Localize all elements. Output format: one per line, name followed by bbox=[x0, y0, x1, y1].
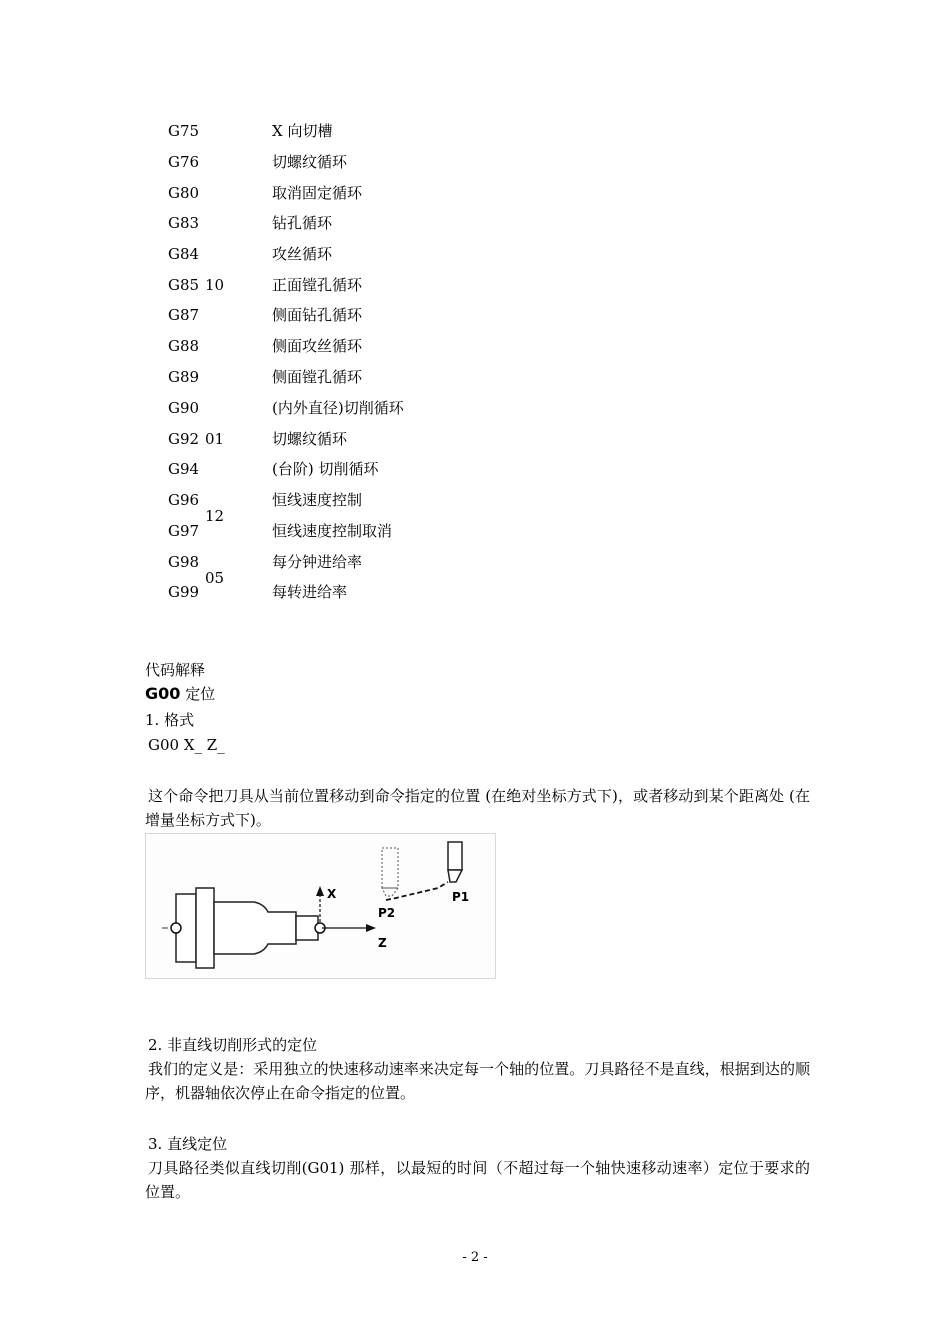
item-3-title: 3. 直线定位 bbox=[148, 1135, 228, 1153]
g-code: G94 bbox=[168, 460, 200, 478]
machine-origin-symbol bbox=[171, 923, 181, 933]
g-code: G97 bbox=[168, 522, 200, 540]
chuck-jaw bbox=[196, 888, 214, 968]
z-axis-label: Z bbox=[378, 936, 387, 950]
g-code-description: 钻孔循环 bbox=[272, 214, 333, 232]
g-code-description: 侧面钻孔循环 bbox=[272, 306, 363, 324]
g-code-description: 正面镗孔循环 bbox=[272, 276, 363, 294]
g-code-description: 切螺纹循环 bbox=[272, 153, 348, 171]
g00-description: 这个命令把刀具从当前位置移动到命令指定的位置 (在绝对坐标方式下)，或者移动到某个距离处 (在增量坐标方式下)。 bbox=[145, 787, 810, 829]
lathe-positioning-figure bbox=[145, 833, 496, 979]
g-code: G87 bbox=[168, 306, 200, 324]
group-number: 01 bbox=[205, 430, 225, 448]
section-title: 代码解释 bbox=[145, 661, 206, 679]
item-2-body: 我们的定义是：采用独立的快速移动速率来决定每一个轴的位置。刀具路径不是直线，根据到达的顺序，机器轴依次停止在命令指定的位置。 bbox=[145, 1060, 810, 1102]
g-code: G99 bbox=[168, 583, 200, 601]
g-code: G89 bbox=[168, 368, 200, 386]
g-code: G75 bbox=[168, 122, 200, 140]
tool-ghost bbox=[382, 848, 398, 888]
group-number: 10 bbox=[205, 276, 225, 294]
g-code-description: 取消固定循环 bbox=[272, 184, 363, 202]
tool-tip bbox=[448, 870, 462, 882]
g-code-description: 侧面镗孔循环 bbox=[272, 368, 363, 386]
tool-body bbox=[448, 842, 462, 870]
g-code-description: 侧面攻丝循环 bbox=[272, 337, 363, 355]
z-axis-arrowhead bbox=[366, 924, 376, 932]
item-2-title: 2. 非直线切削形式的定位 bbox=[148, 1036, 318, 1054]
g-code: G85 bbox=[168, 276, 200, 294]
g-code-description: X 向切槽 bbox=[272, 122, 333, 140]
tool-ghost-tip bbox=[382, 888, 398, 896]
g-code: G84 bbox=[168, 245, 200, 263]
g-code-description: (台阶) 切削循环 bbox=[272, 460, 379, 478]
g-code: G92 bbox=[168, 430, 200, 448]
g-code-description: 每转进给率 bbox=[272, 583, 348, 601]
g-code: G88 bbox=[168, 337, 200, 355]
g-code: G96 bbox=[168, 491, 200, 509]
page-number: - 2 - bbox=[462, 1250, 488, 1265]
group-number: 12 bbox=[205, 507, 225, 525]
group-number: 05 bbox=[205, 569, 225, 587]
p2-label: P2 bbox=[378, 906, 396, 920]
item-1-title: 1. 格式 bbox=[145, 711, 195, 729]
g-code: G76 bbox=[168, 153, 200, 171]
g00-code: G00 bbox=[145, 684, 181, 703]
g-code-description: 恒线速度控制 bbox=[272, 491, 363, 509]
g-code-description: 攻丝循环 bbox=[272, 245, 333, 263]
g-code-description: 每分钟进给率 bbox=[272, 553, 363, 571]
g-code-description: 恒线速度控制取消 bbox=[272, 522, 393, 540]
item-3-body: 刀具路径类似直线切削(G01) 那样，以最短的时间（不超过每一个轴快速移动速率）定位于要求的位置。 bbox=[145, 1159, 810, 1201]
p1-label: P1 bbox=[452, 890, 470, 904]
g00-heading bbox=[145, 682, 810, 706]
workpiece bbox=[214, 902, 296, 954]
g00-name: 定位 bbox=[185, 685, 216, 703]
g-code: G90 bbox=[168, 399, 200, 417]
g-code: G98 bbox=[168, 553, 200, 571]
format-syntax: G00 X_ Z_ bbox=[148, 736, 225, 754]
g-code: G83 bbox=[168, 214, 200, 232]
g-code-description: 切螺纹循环 bbox=[272, 430, 348, 448]
x-axis-arrowhead bbox=[316, 886, 324, 896]
g-code-description: (内外直径)切削循环 bbox=[272, 399, 404, 417]
lathe-diagram bbox=[146, 834, 495, 978]
x-axis-label: X bbox=[327, 887, 337, 901]
g-code: G80 bbox=[168, 184, 200, 202]
